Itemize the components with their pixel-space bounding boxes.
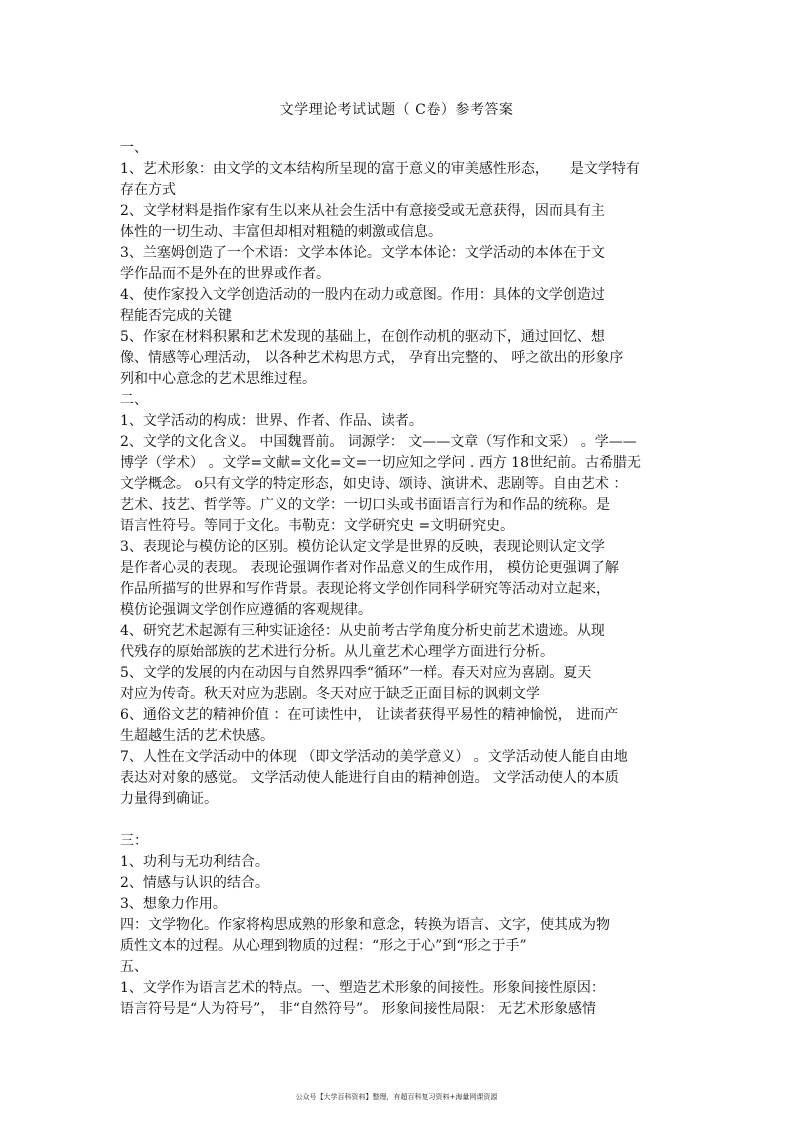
text-line: 3、兰塞姆创造了一个术语：文学本体论。文学本体论：文学活动的本体在于文	[120, 245, 605, 261]
text-line: 一、	[120, 140, 148, 156]
text-line: 作品所描写的世界和写作背景。表现论将文学创作同科学研究等活动对立起来，	[120, 581, 610, 597]
text-line: 表达对对象的感觉。 文学活动使人能进行自由的精神创造。 文学活动使人的本质	[120, 770, 619, 786]
text-line: 程能否完成的关键	[120, 308, 232, 324]
text-line: 4、使作家投入文学创造活动的一股内在动力或意图。作用：具体的文学创造过	[120, 287, 605, 303]
text-line: 2、文学的文化含义。 中国魏晋前。 词源学： 文——文章（写作和文采） 。学——	[120, 434, 637, 450]
text-line: 质性文本的过程。从心理到物质的过程：“形之于心”到“形之于手”	[120, 938, 527, 954]
text-line: 2、文学材料是指作家有生以来从社会生活中有意接受或无意获得，因而具有主	[120, 203, 605, 219]
text-line: 4、研究艺术起源有三种实证途径：从史前考古学角度分析史前艺术遗迹。从现	[120, 623, 605, 639]
text-line: 五、	[120, 959, 148, 975]
text-line: 学作品而不是外在的世界或作者。	[120, 266, 330, 282]
text-line: 1、艺术形象：由文学的文本结构所呈现的富于意义的审美感性形态， 是文学特有	[120, 161, 640, 177]
text-line: 体性的一切生动、丰富但却相对粗糙的刺激或信息。	[120, 224, 442, 240]
text-line: 5、文学的发展的内在动因与自然界四季“循环”一样。春天对应为喜剧。夏天	[120, 665, 592, 681]
text-line: 存在方式	[120, 182, 176, 198]
page-footer: 公众号【大学百科资料】整理，有超百科复习资料+海量网课资源	[295, 1093, 498, 1101]
text-line: 生超越生活的艺术快感。	[120, 728, 274, 744]
text-line: 7、人性在文学活动中的体现 （即文学活动的美学意义） 。文学活动使人能自由地	[120, 749, 628, 765]
document-body	[120, 138, 676, 1020]
text-line: 3、表现论与模仿论的区别。模仿论认定文学是世界的反映，表现论则认定文学	[120, 539, 605, 555]
text-line: 模仿论强调文学创作应遵循的客观规律。	[120, 602, 372, 618]
document-title: 文学理论考试试题（ C卷）参考答案	[279, 102, 514, 118]
text-line: 1、文学作为语言艺术的特点。一、塑造艺术形象的间接性。形象间接性原因：	[120, 980, 605, 996]
text-line: 像、情感等心理活动， 以各种艺术构思方式， 孕育出完整的、 呼之欲出的形象序	[120, 350, 624, 366]
text-line: 2、情感与认识的结合。	[120, 875, 269, 891]
text-line: 语言性符号。等同于文化。韦勒克：文学研究史 =文明研究史。	[120, 518, 515, 534]
text-line: 二、	[120, 392, 148, 408]
text-line: 6、通俗文艺的精神价值 ：在可读性中， 让读者获得平易性的精神愉悦， 进而产	[120, 707, 619, 723]
text-line: 1、文学活动的构成：世界、作者、作品、读者。	[120, 413, 423, 429]
text-line: 四：文学物化。作家将构思成熟的形象和意念，转换为语言、文字，使其成为物	[120, 917, 610, 933]
text-line: 语言符号是“人为符号”， 非“自然符号”。 形象间接性局限： 无艺术形象感情	[120, 1001, 596, 1017]
text-line: 代残存的原始部族的艺术进行分析。从儿童艺术心理学方面进行分析。	[120, 644, 554, 660]
text-line: 是作者心灵的表现。 表现论强调作者对作品意义的生成作用， 模仿论更强调了解	[120, 560, 619, 576]
text-line: 力量得到确证。	[120, 791, 218, 807]
text-line: 艺术、技艺、哲学等。广义的文学：一切口头或书面语言行为和作品的统称。是	[120, 497, 610, 513]
text-line: 对应为传奇。秋天对应为悲剧。冬天对应于缺乏正面目标的讽刺文学	[120, 686, 540, 702]
text-line: 1、功利与无功利结合。	[120, 854, 269, 870]
text-line: 三：	[120, 833, 148, 849]
blank-line	[120, 810, 676, 831]
text-line: 列和中心意念的艺术思维过程。	[120, 371, 316, 387]
text-line: 博学（学术） 。文学=文献=文化=文=一切应知之学问 . 西方 18世纪前。古希腊无	[120, 455, 641, 471]
text-line: 5、作家在材料积累和艺术发现的基础上，在创作动机的驱动下，通过回忆、想	[120, 329, 605, 345]
text-line: 3、想象力作用。	[120, 896, 227, 912]
text-line: 文学概念。 o只有文学的特定形态，如史诗、颂诗、演讲术、悲剧等。自由艺术 ：	[120, 476, 628, 492]
